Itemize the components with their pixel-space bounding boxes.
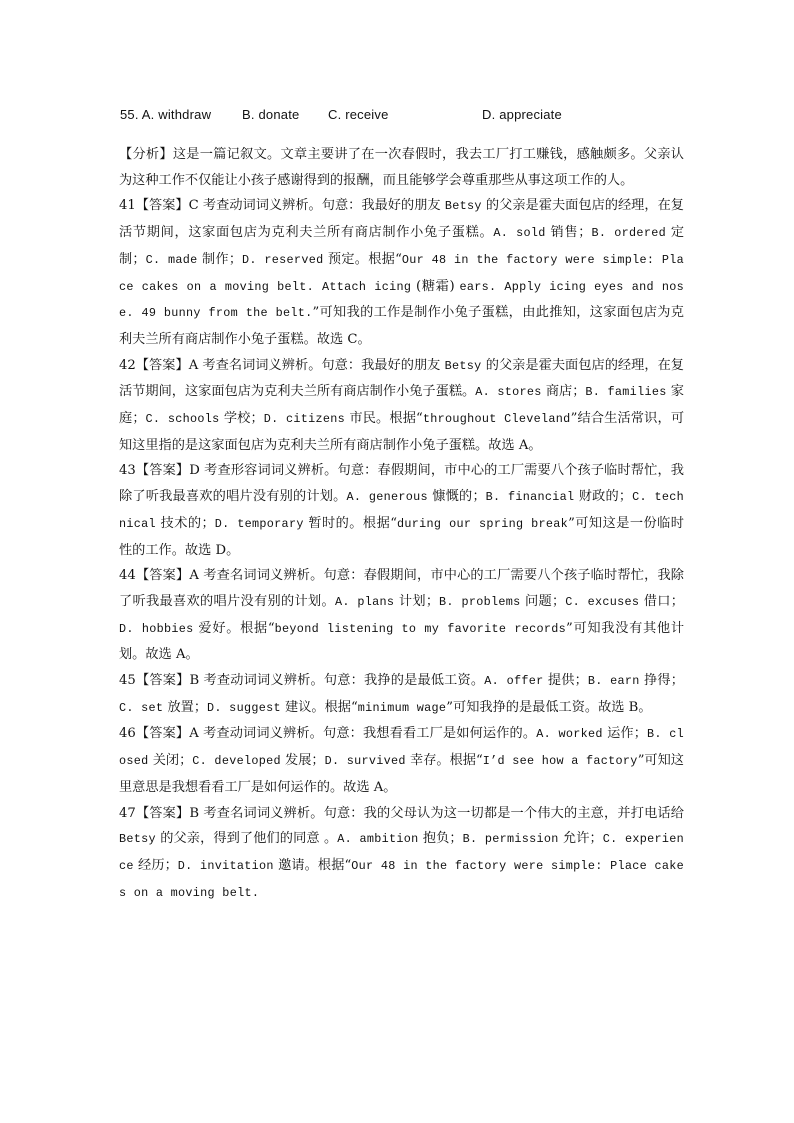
chinese-text: 的父亲是霍夫面包店的经理，在复活节期间，这家面包店为克利夫兰所有商店制作小兔子蛋糕。: [119, 357, 684, 400]
english-text: Betsy: [444, 358, 482, 373]
chinese-text: 的父亲，得到了他们的同意 。: [155, 831, 338, 847]
answer-43-paragraph: [119, 458, 684, 563]
chinese-text: 暂时的。根据“: [303, 515, 397, 531]
english-text: C. made: [145, 252, 198, 267]
chinese-text: 预定。根据“: [323, 251, 402, 267]
chinese-text: 爱好。根据“: [193, 620, 275, 636]
chinese-text: 学校；: [219, 411, 264, 427]
chinese-text: (糖霜): [411, 278, 460, 294]
english-text: D. hobbies: [119, 621, 194, 636]
chinese-text: ”可知我没有其他计划。故选 A。: [119, 620, 685, 663]
english-text: A. sold: [493, 226, 546, 241]
english-text: A. offer: [484, 674, 544, 689]
english-text: Betsy: [119, 832, 156, 847]
chinese-text: 建议。根据“: [280, 699, 358, 715]
chinese-text: 销售；: [545, 225, 592, 241]
chinese-text: 的父亲是霍夫面包店的经理，在复活节期间，这家面包店为克利夫兰所有商店制作小兔子蛋糕。: [119, 198, 684, 241]
english-text: B. financial: [485, 490, 575, 505]
chinese-text: 抱负；: [418, 831, 463, 847]
question-55-options: [120, 107, 562, 122]
chinese-text: 46【答案】A 考查动词词义辨析。句意：我想看看工厂是如何运作的。: [119, 726, 537, 742]
option-b: B. donate: [242, 107, 300, 122]
answer-41-paragraph: [119, 193, 684, 352]
english-text: B. permission: [462, 832, 559, 847]
chinese-text: 运作；: [602, 726, 647, 742]
english-text: A. worked: [536, 727, 603, 742]
english-text: C. developed: [192, 754, 281, 769]
english-text: D. temporary: [214, 516, 304, 531]
chinese-text: 问题；: [520, 593, 566, 609]
english-text: Our 48 in the factory were simple: Place cakes on a moving belt.: [119, 858, 685, 900]
english-text: B. earn: [587, 674, 640, 689]
chinese-text: 41【答案】C 考查动词词义辨析。句意：我最好的朋友: [119, 198, 445, 214]
english-text: D. reserved: [242, 252, 324, 267]
chinese-text: 家庭；: [119, 384, 684, 427]
answer-44-paragraph: [119, 563, 684, 668]
english-text: Betsy: [444, 199, 482, 214]
chinese-text: 市民。根据“: [345, 411, 423, 427]
chinese-text: 计划；: [394, 593, 440, 609]
english-text: minimum wage: [357, 700, 447, 715]
english-text: throughout Cleveland: [422, 412, 571, 427]
chinese-text: 提供；: [543, 673, 588, 689]
english-text: Our 48 in the factory were simple: Place cakes on a moving belt. Attach icing: [119, 252, 684, 294]
analysis-paragraph: [119, 142, 684, 193]
option-d: D. appreciate: [482, 107, 562, 122]
english-text: B. ordered: [591, 226, 666, 241]
chinese-text: ”可知这里意思是我想看看工厂是如何运作的。故选 A。: [119, 753, 684, 795]
english-text: A. ambition: [337, 832, 419, 847]
english-text: A. generous: [346, 490, 428, 505]
english-text: beyond listening to my favorite records: [274, 621, 567, 636]
chinese-text: 允许；: [558, 831, 603, 847]
chinese-text: ”结合生活常识，可知这里指的是这家面包店为克利夫兰所有商店制作小兔子蛋糕。故选 A。: [119, 411, 685, 453]
english-text: D. invitation: [177, 858, 274, 873]
chinese-text: ”可知我的工作是制作小兔子蛋糕，由此推知，这家面包店为克利夫兰所有商店制作小兔子蛋糕。故选 C。: [119, 305, 684, 347]
chinese-text: 43【答案】D 考查形容词词义辨析。句意：春假期间，市中心的工厂需要八个孩子临时帮忙，我除了听我最喜欢的唱片没有别的计划。: [119, 463, 684, 505]
english-text: D. citizens: [263, 412, 346, 427]
answer-42-paragraph: [119, 353, 684, 459]
option-c: C. receive: [328, 107, 389, 122]
chinese-text: ”可知我挣的是最低工资。故选 B。: [446, 699, 652, 715]
chinese-text: 定制；: [119, 225, 685, 267]
chinese-text: 挣得；: [639, 673, 684, 689]
chinese-text: 借口；: [639, 593, 684, 609]
english-text: A. stores: [475, 385, 542, 400]
chinese-text: 44【答案】A 考查名词词义辨析。句意：春假期间，市中心的工厂需要八个孩子临时帮忙，我除了听我最喜欢的唱片没有别的计划。: [119, 568, 684, 609]
chinese-text: 制作；: [197, 251, 243, 267]
english-text: C. technical: [119, 490, 684, 531]
answer-explanations: [119, 142, 684, 906]
english-text: C. set: [119, 700, 164, 715]
english-text: during our spring break: [396, 516, 569, 531]
chinese-text: 慷慨的；: [427, 489, 486, 505]
english-text: D. survived: [324, 754, 406, 769]
option-a: 55. A. withdraw: [120, 107, 212, 122]
english-text: C. experience: [119, 832, 684, 873]
chinese-text: 47【答案】B 考查名词词义辨析。句意：我的父母认为这一切都是一个伟大的主意，并打电话给: [119, 805, 684, 821]
chinese-text: ”可知这是一份临时性的工作。故选 D。: [119, 515, 684, 558]
answer-45-paragraph: [119, 668, 684, 721]
english-text: I’d see how a factory: [482, 754, 638, 769]
english-text: B. closed: [119, 727, 684, 769]
chinese-text: 财政的；: [574, 489, 633, 505]
chinese-text: 经历；: [133, 857, 178, 873]
english-text: B. problems: [439, 594, 521, 609]
english-text: C. schools: [145, 412, 220, 427]
english-text: C. excuses: [565, 594, 640, 609]
chinese-text: 关闭；: [148, 753, 193, 769]
english-text: B. families: [585, 385, 667, 400]
english-text: A. plans: [334, 594, 395, 609]
chinese-text: 幸存。根据“: [405, 753, 483, 769]
chinese-text: 发展；: [280, 753, 325, 769]
chinese-text: 邀请。根据“: [273, 857, 352, 873]
answer-47-paragraph: [119, 801, 684, 907]
chinese-text: 45【答案】B 考查动词词义辨析。句意：我挣的是最低工资。: [119, 673, 485, 689]
english-text: ears. Apply icing eyes and nose. 49 bunny from the belt.: [119, 279, 684, 321]
chinese-text: 42【答案】A 考查名词词义辨析。句意：我最好的朋友: [119, 357, 445, 373]
chinese-text: 【分析】这是一篇记叙文。文章主要讲了在一次春假时，我去工厂打工赚钱，感触颇多。父亲认为这种工作不仅能让小孩子感谢得到的报酬，而且能够学会尊重那些从事这项工作的人。: [119, 147, 684, 188]
chinese-text: 技术的；: [155, 515, 215, 531]
english-text: D. suggest: [207, 700, 281, 715]
chinese-text: 放置；: [163, 699, 208, 715]
answer-46-paragraph: [119, 721, 684, 800]
chinese-text: 商店；: [541, 384, 586, 400]
